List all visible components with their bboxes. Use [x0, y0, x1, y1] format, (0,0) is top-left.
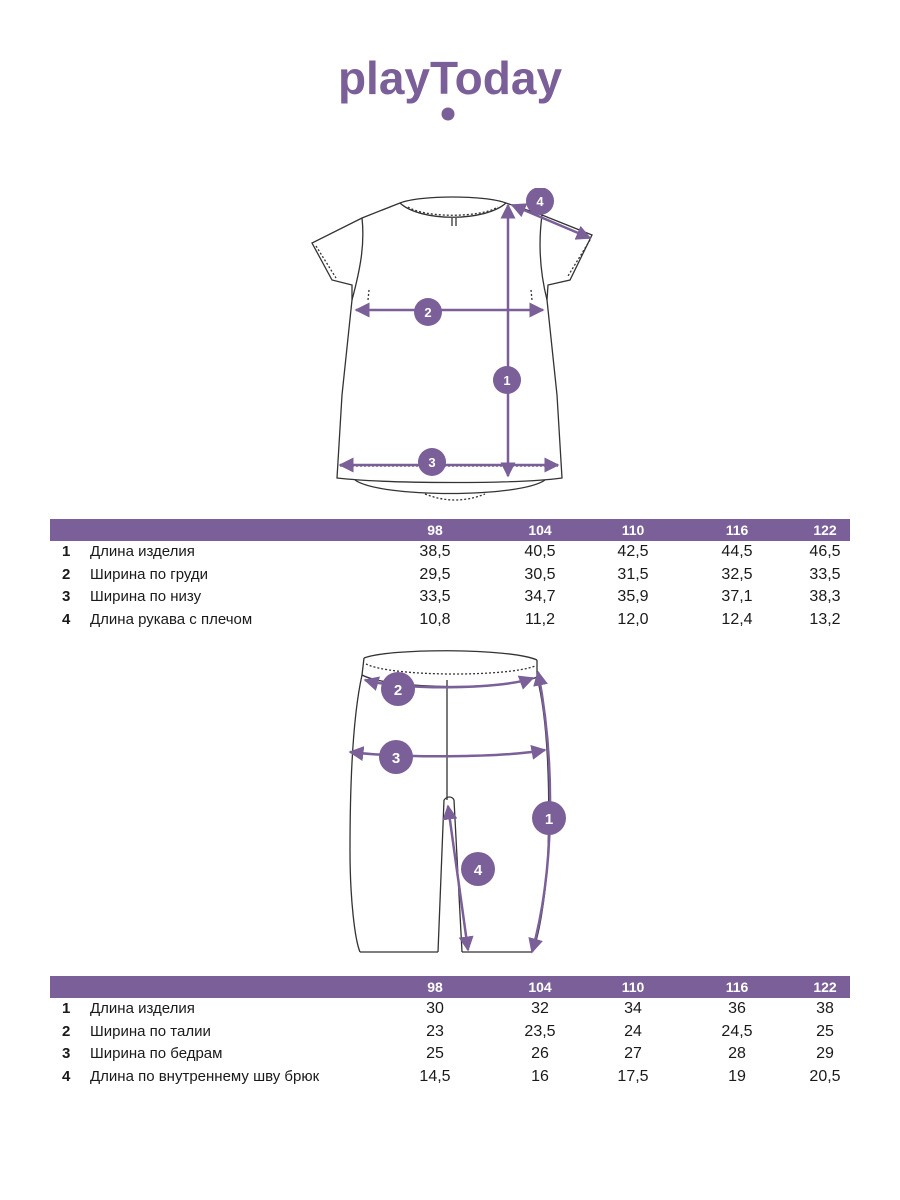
size-header-122: 122 — [813, 979, 837, 995]
table-cell: 33,5 — [809, 565, 841, 583]
table-cell: 38,5 — [419, 543, 451, 560]
size-header-110: 110 — [621, 979, 645, 995]
leggings-marker-4 — [461, 852, 495, 886]
table-cell: 44,5 — [721, 543, 753, 560]
table-cell: 12,4 — [721, 610, 753, 628]
leggings-marker-3 — [379, 740, 413, 774]
tshirt-size-table — [50, 519, 850, 631]
leggings-sketch — [0, 645, 900, 965]
table-cell: 26 — [531, 1045, 549, 1062]
table-cell: 38,3 — [809, 588, 841, 605]
table-cell: 34,7 — [524, 588, 556, 605]
table-row — [50, 541, 850, 564]
svg-text:4: 4 — [473, 862, 483, 879]
table-row — [50, 609, 850, 632]
table-cell: 23,5 — [524, 1022, 556, 1040]
table-cell: 38 — [816, 1000, 834, 1017]
table-cell: 25 — [816, 1022, 834, 1040]
table-cell: 28 — [728, 1045, 746, 1062]
brand-logo — [0, 52, 900, 132]
tshirt-marker-4 — [526, 188, 554, 215]
table-cell: 16 — [531, 1067, 549, 1085]
table-cell: 12,0 — [617, 610, 649, 628]
svg-text:2: 2 — [393, 682, 403, 699]
leggings-table-header — [50, 976, 850, 998]
row-label: Ширина по груди — [90, 565, 209, 583]
table-cell: 23 — [426, 1022, 444, 1040]
table-cell: 27 — [624, 1045, 642, 1062]
row-label: Длина изделия — [90, 1000, 195, 1017]
size-header-122: 122 — [813, 522, 837, 538]
row-number: 3 — [62, 588, 71, 605]
table-cell: 40,5 — [524, 543, 556, 560]
size-header-98: 98 — [427, 522, 443, 538]
row-number: 4 — [62, 1067, 71, 1085]
tshirt-marker-2 — [414, 298, 442, 326]
table-cell: 13,2 — [809, 610, 841, 628]
table-row — [50, 1066, 850, 1089]
table-cell: 32,5 — [721, 565, 753, 583]
table-cell: 14,5 — [419, 1067, 451, 1085]
table-row — [50, 998, 850, 1021]
table-row — [50, 1043, 850, 1066]
table-row — [50, 564, 850, 587]
logo-dot — [442, 108, 455, 121]
table-cell: 30,5 — [524, 565, 556, 583]
row-label: Длина изделия — [90, 543, 195, 560]
table-cell: 36 — [728, 1000, 746, 1017]
tshirt-sketch — [0, 188, 900, 508]
table-cell: 24 — [624, 1022, 642, 1040]
size-header-116: 116 — [725, 979, 749, 995]
svg-text:1: 1 — [503, 373, 511, 388]
tshirt-table-header — [50, 519, 850, 541]
tshirt-measure-lines — [340, 205, 590, 476]
table-row — [50, 1021, 850, 1044]
table-cell: 29,5 — [419, 565, 451, 583]
table-cell: 35,9 — [617, 588, 649, 605]
size-header-98: 98 — [427, 979, 443, 995]
row-number: 2 — [62, 1022, 71, 1040]
table-cell: 24,5 — [721, 1022, 753, 1040]
table-cell: 34 — [624, 1000, 642, 1017]
row-number: 1 — [62, 543, 71, 560]
row-label: Длина по внутреннему шву брюк — [90, 1067, 320, 1085]
size-header-110: 110 — [621, 522, 645, 538]
tshirt-outline — [312, 197, 592, 500]
leggings-marker-2 — [381, 672, 415, 706]
table-cell: 42,5 — [617, 543, 649, 560]
leggings-measure-lines — [350, 672, 550, 952]
table-cell: 25 — [426, 1045, 444, 1062]
size-header-116: 116 — [725, 522, 749, 538]
table-cell: 29 — [816, 1045, 834, 1062]
table-cell: 31,5 — [617, 565, 649, 583]
row-number: 3 — [62, 1045, 71, 1062]
leggings-marker-1 — [532, 801, 566, 835]
row-label: Ширина по талии — [90, 1022, 211, 1040]
table-cell: 32 — [531, 1000, 549, 1017]
size-header-104: 104 — [528, 522, 552, 538]
logo-text: playToday — [337, 52, 563, 104]
row-label: Ширина по низу — [90, 588, 202, 605]
size-header-104: 104 — [528, 979, 552, 995]
svg-text:4: 4 — [536, 194, 544, 209]
table-cell: 11,2 — [525, 610, 555, 628]
row-number: 4 — [62, 610, 71, 628]
table-row — [50, 586, 850, 609]
table-cell: 46,5 — [809, 543, 841, 560]
row-number: 2 — [62, 565, 71, 583]
row-label: Длина рукава с плечом — [90, 610, 253, 628]
table-cell: 10,8 — [419, 610, 451, 628]
svg-text:3: 3 — [428, 455, 436, 470]
table-cell: 33,5 — [419, 588, 451, 605]
tshirt-marker-1 — [493, 366, 521, 394]
svg-text:1: 1 — [544, 811, 554, 828]
leggings-size-table — [50, 976, 850, 1088]
row-label: Ширина по бедрам — [90, 1045, 223, 1062]
row-number: 1 — [62, 1000, 71, 1017]
svg-text:3: 3 — [391, 750, 401, 767]
table-cell: 20,5 — [809, 1067, 841, 1085]
table-cell: 17,5 — [617, 1067, 649, 1085]
table-cell: 30 — [426, 1000, 444, 1017]
leggings-outline — [350, 651, 549, 952]
tshirt-marker-3 — [418, 448, 446, 476]
table-cell: 37,1 — [721, 588, 753, 605]
svg-text:2: 2 — [424, 305, 432, 320]
table-cell: 19 — [728, 1067, 746, 1085]
